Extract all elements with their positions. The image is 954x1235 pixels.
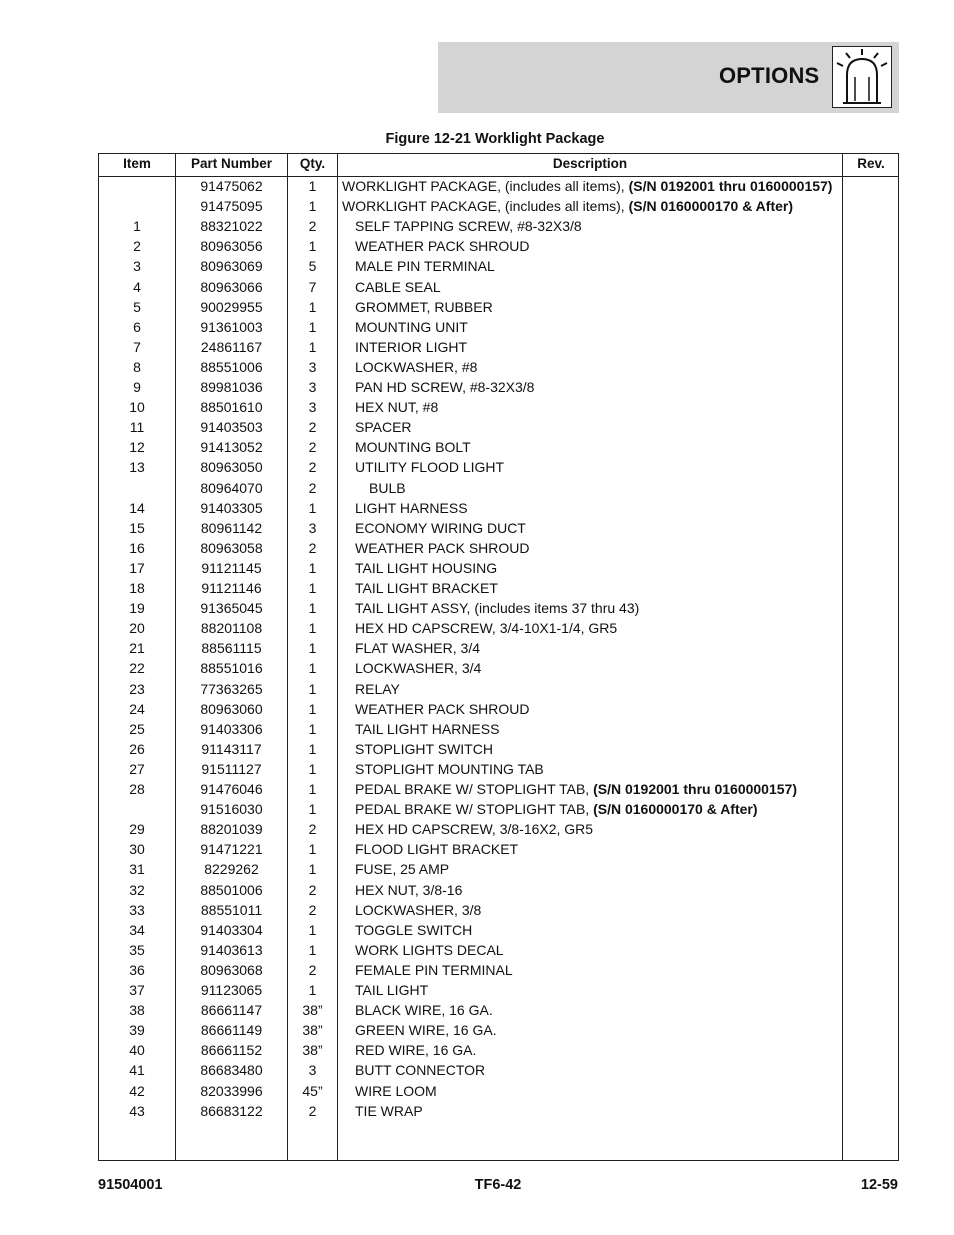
- table-row: [99, 216, 898, 236]
- footer-document-number: 91504001: [98, 1177, 163, 1193]
- description-text: STOPLIGHT SWITCH: [355, 740, 493, 757]
- quantity: 2: [308, 1102, 317, 1119]
- quantity: 45”: [302, 1082, 323, 1099]
- item-number: 30: [129, 841, 145, 858]
- description: [355, 1020, 497, 1040]
- description-text: BULB: [369, 479, 406, 496]
- description: [355, 1101, 423, 1121]
- part-number: 91403306: [200, 720, 263, 737]
- description: [355, 1000, 493, 1020]
- quantity: 7: [308, 278, 317, 295]
- description: [355, 618, 617, 638]
- item-number: 11: [129, 419, 145, 436]
- part-number: 88561115: [201, 640, 262, 657]
- part-number: 91361003: [200, 318, 263, 335]
- quantity: 3: [308, 399, 317, 416]
- part-number: 89981036: [200, 379, 263, 395]
- description: [355, 980, 428, 1000]
- serial-range: (S/N 0192001 thru 0160000157): [628, 178, 833, 194]
- table-row: [99, 337, 898, 357]
- item-number: 12: [129, 439, 145, 456]
- description: [355, 277, 441, 297]
- part-number: 80964070: [200, 479, 263, 496]
- table-row: [99, 297, 898, 317]
- description-text: FUSE, 25 AMP: [355, 861, 450, 878]
- part-number: 80963060: [200, 700, 263, 717]
- part-number: 8229262: [204, 861, 259, 878]
- part-number: 91403304: [200, 921, 263, 938]
- item-number: 13: [129, 459, 145, 476]
- description-text: INTERIOR LIGHT: [355, 338, 468, 355]
- description-text: TAIL LIGHT ASSY, (includes items 37 thru 43): [355, 600, 640, 617]
- table-row: [99, 277, 898, 297]
- quantity: 1: [308, 640, 317, 657]
- quantity: 5: [308, 258, 317, 275]
- item-number: 16: [129, 539, 145, 556]
- description-text: HEX NUT, #8: [355, 399, 439, 416]
- table-row: [99, 1081, 898, 1101]
- item-number: 34: [129, 921, 145, 938]
- description-text: TAIL LIGHT HOUSING: [355, 559, 498, 576]
- table-row: [99, 558, 898, 578]
- description: [355, 297, 493, 317]
- table-row: [99, 417, 898, 437]
- description-text: SPACER: [355, 419, 412, 436]
- description: [355, 679, 400, 699]
- description-text: RELAY: [355, 680, 400, 697]
- quantity: 1: [308, 338, 317, 355]
- part-number: 88551016: [200, 660, 263, 677]
- part-number: 91121146: [201, 580, 262, 596]
- item-number: 29: [129, 821, 145, 838]
- description-text: RED WIRE, 16 GA.: [355, 1042, 477, 1059]
- description-text: WORKLIGHT PACKAGE, (includes all items),: [342, 198, 629, 215]
- description-text: WEATHER PACK SHROUD: [355, 700, 530, 717]
- item-number: 8: [133, 358, 141, 375]
- quantity: 1: [308, 499, 317, 516]
- description: [355, 920, 472, 940]
- quantity: 1: [308, 680, 317, 697]
- quantity: 3: [308, 379, 317, 395]
- description: [355, 598, 639, 618]
- description: [355, 216, 582, 236]
- item-number: 21: [129, 640, 145, 657]
- description: [355, 739, 493, 759]
- description-text: FLOOD LIGHT BRACKET: [355, 841, 519, 858]
- table-row: [99, 538, 898, 558]
- description: [355, 799, 758, 819]
- quantity: 1: [308, 982, 317, 998]
- part-number: 80963058: [200, 539, 263, 556]
- item-number: 15: [129, 519, 145, 536]
- table-row: [99, 598, 898, 618]
- table-row: [99, 699, 898, 719]
- description-text: LIGHT HARNESS: [355, 499, 468, 516]
- description: [355, 658, 481, 678]
- item-number: 40: [129, 1042, 145, 1059]
- part-number: 88551006: [200, 358, 263, 375]
- quantity: 2: [308, 459, 317, 476]
- table-row: [99, 1000, 898, 1020]
- part-number: 86661152: [200, 1042, 263, 1059]
- description: [355, 397, 438, 417]
- table-row: [99, 859, 898, 879]
- table-row: [99, 578, 898, 598]
- description-text: FLAT WASHER, 3/4: [355, 640, 480, 657]
- table-row: [99, 1060, 898, 1080]
- table-row: [99, 457, 898, 477]
- part-number: 91475095: [200, 198, 263, 215]
- quantity: 1: [308, 720, 317, 737]
- description: [355, 839, 518, 859]
- part-number: 91123065: [200, 982, 263, 998]
- section-title: OPTIONS: [719, 63, 820, 88]
- quantity: 1: [308, 178, 317, 194]
- table-row: [99, 236, 898, 256]
- quantity: 2: [308, 479, 317, 496]
- description-text: WEATHER PACK SHROUD: [355, 238, 530, 255]
- description-text: GREEN WIRE, 16 GA.: [355, 1022, 497, 1039]
- quantity: 1: [308, 841, 317, 858]
- item-number: 3: [133, 258, 141, 275]
- part-number: 80963069: [200, 258, 263, 275]
- part-number: 80963056: [200, 238, 263, 255]
- description: [355, 417, 412, 437]
- item-number: 43: [129, 1102, 145, 1119]
- description: [355, 900, 481, 920]
- description-text: STOPLIGHT MOUNTING TAB: [355, 760, 544, 777]
- table-row: [99, 357, 898, 377]
- description: [355, 1040, 476, 1060]
- quantity: 1: [308, 318, 317, 335]
- description: [355, 819, 593, 839]
- part-number: 91403503: [200, 419, 263, 436]
- table-row: [99, 799, 898, 819]
- part-number: 91475062: [200, 178, 263, 194]
- table-row: [99, 819, 898, 839]
- item-number: 27: [129, 760, 145, 777]
- item-number: 35: [129, 941, 145, 958]
- table-row: [99, 437, 898, 457]
- table-row: [99, 518, 898, 538]
- quantity: 1: [308, 921, 317, 938]
- item-number: 38: [129, 1002, 145, 1019]
- quantity: 2: [308, 961, 317, 978]
- quantity: 2: [308, 539, 317, 556]
- description: [369, 478, 406, 498]
- quantity: 1: [308, 298, 317, 315]
- description: [355, 1060, 485, 1080]
- serial-range: (S/N 0192001 thru 0160000157): [593, 781, 797, 797]
- description-text: HEX HD CAPSCREW, 3/4-10X1-1/4, GR5: [355, 620, 618, 637]
- part-number: 80963068: [200, 961, 263, 978]
- description: [355, 357, 477, 377]
- description: [355, 558, 497, 578]
- table-row: [99, 739, 898, 759]
- item-number: 19: [129, 600, 145, 617]
- description: [342, 196, 793, 216]
- part-number: 91365045: [200, 600, 263, 617]
- item-number: 18: [129, 580, 145, 596]
- item-number: 33: [129, 901, 145, 918]
- part-number: 80963066: [200, 278, 263, 295]
- quantity: 38”: [302, 1002, 323, 1019]
- description: [355, 377, 534, 397]
- column-header-part-number: Part Number: [190, 156, 273, 171]
- table-row: [99, 196, 898, 216]
- part-number: 91121145: [201, 559, 262, 576]
- part-number: 91516030: [200, 801, 263, 818]
- column-header-rev: Rev.: [857, 156, 885, 171]
- item-number: 31: [129, 861, 145, 878]
- quantity: 2: [308, 419, 317, 436]
- table-row: [99, 176, 898, 196]
- table-row: [99, 618, 898, 638]
- part-number: 91413052: [200, 439, 263, 456]
- description-text: ECONOMY WIRING DUCT: [355, 519, 526, 536]
- description-text: WORK LIGHTS DECAL: [355, 941, 504, 958]
- column-header-item: Item: [123, 156, 151, 171]
- description: [355, 880, 462, 900]
- description-text: TAIL LIGHT: [355, 982, 429, 998]
- table-row: [99, 1020, 898, 1040]
- item-number: 42: [129, 1082, 145, 1099]
- part-number: 86683480: [200, 1062, 263, 1079]
- parts-table: [98, 153, 899, 1161]
- description-text: HEX NUT, 3/8-16: [355, 881, 463, 898]
- quantity: 1: [308, 600, 317, 617]
- serial-range: (S/N 0160000170 & After): [593, 801, 758, 818]
- item-number: 2: [133, 238, 141, 255]
- table-row: [99, 638, 898, 658]
- quantity: 2: [308, 821, 317, 838]
- part-number: 90029955: [200, 298, 263, 315]
- quantity: 1: [308, 801, 317, 818]
- part-number: 91403305: [200, 499, 263, 516]
- item-number: 20: [129, 620, 145, 637]
- description: [355, 759, 544, 779]
- part-number: 88201039: [200, 821, 263, 838]
- description: [342, 176, 832, 196]
- item-number: 36: [129, 961, 145, 978]
- item-number: 25: [129, 720, 145, 737]
- description: [355, 538, 530, 558]
- footer-page-number: 12-59: [860, 1177, 898, 1193]
- item-number: 4: [133, 278, 141, 295]
- serial-range: (S/N 0160000170 & After): [628, 198, 794, 215]
- item-number: 5: [133, 298, 141, 315]
- item-number: 9: [133, 379, 141, 395]
- description-text: WEATHER PACK SHROUD: [355, 539, 530, 556]
- description-text: WORKLIGHT PACKAGE, (includes all items),: [342, 178, 629, 194]
- description-text: FEMALE PIN TERMINAL: [355, 961, 513, 978]
- quantity: 38”: [302, 1022, 323, 1039]
- part-number: 91471221: [200, 841, 263, 858]
- description-text: PEDAL BRAKE W/ STOPLIGHT TAB,: [355, 781, 594, 797]
- table-row: [99, 920, 898, 940]
- quantity: 1: [308, 238, 317, 255]
- table-row: [99, 940, 898, 960]
- description: [355, 317, 468, 337]
- table-row: [99, 960, 898, 980]
- item-number: 28: [129, 781, 145, 797]
- item-number: 10: [129, 399, 145, 416]
- description-text: LOCKWASHER, #8: [355, 358, 478, 375]
- part-number: 88501610: [200, 399, 263, 416]
- item-number: 39: [129, 1022, 145, 1039]
- description-text: LOCKWASHER, 3/4: [355, 660, 482, 677]
- quantity: 1: [308, 700, 317, 717]
- description: [355, 940, 504, 960]
- description-text: PAN HD SCREW, #8-32X3/8: [355, 379, 535, 395]
- part-number: 91143117: [201, 740, 262, 757]
- quantity: 2: [308, 439, 317, 456]
- description-text: PEDAL BRAKE W/ STOPLIGHT TAB,: [355, 801, 594, 818]
- quantity: 1: [308, 760, 317, 777]
- description: [355, 337, 467, 357]
- quantity: 3: [308, 1062, 317, 1079]
- quantity: 1: [308, 580, 317, 596]
- quantity: 3: [308, 358, 317, 375]
- quantity: 38”: [302, 1042, 323, 1059]
- column-header-description: Description: [552, 156, 628, 171]
- part-number: 88321022: [200, 218, 263, 235]
- item-number: 22: [129, 660, 145, 677]
- item-number: 23: [129, 680, 145, 697]
- part-number: 91403613: [200, 941, 263, 958]
- quantity: 2: [308, 901, 317, 918]
- part-number: 86661147: [200, 1002, 263, 1019]
- part-number: 24861167: [200, 338, 263, 355]
- part-number: 80961142: [200, 519, 263, 536]
- section-header-band: [438, 42, 899, 113]
- quantity: 1: [308, 620, 317, 637]
- description-text: TAIL LIGHT HARNESS: [355, 720, 500, 737]
- item-number: 32: [129, 881, 145, 898]
- description-text: MALE PIN TERMINAL: [355, 258, 495, 275]
- quantity: 3: [308, 519, 317, 536]
- table-row: [99, 478, 898, 498]
- part-number: 88201108: [200, 620, 263, 637]
- column-header-qty: Qty.: [299, 156, 326, 171]
- description: [355, 960, 513, 980]
- description: [355, 1081, 437, 1101]
- quantity: 1: [308, 861, 317, 878]
- part-number: 86661149: [200, 1022, 263, 1039]
- description: [355, 638, 480, 658]
- description-text: TIE WRAP: [355, 1102, 423, 1119]
- table-row: [99, 880, 898, 900]
- table-row: [99, 719, 898, 739]
- description: [355, 578, 498, 598]
- description-text: BLACK WIRE, 16 GA.: [355, 1002, 493, 1019]
- description: [355, 859, 449, 879]
- description: [355, 498, 468, 518]
- item-number: 1: [133, 218, 141, 235]
- item-number: 7: [133, 338, 141, 355]
- quantity: 1: [308, 660, 317, 677]
- table-row: [99, 1040, 898, 1060]
- part-number: 88551011: [200, 901, 263, 918]
- table-row: [99, 658, 898, 678]
- table-row: [99, 1101, 898, 1121]
- item-number: 17: [129, 559, 145, 576]
- description-text: MOUNTING UNIT: [355, 318, 468, 335]
- part-number: 86683122: [200, 1102, 263, 1119]
- item-number: 26: [129, 740, 145, 757]
- worklight-icon: [832, 46, 892, 108]
- description-text: WIRE LOOM: [355, 1082, 437, 1099]
- description: [355, 256, 495, 276]
- quantity: 1: [308, 198, 317, 215]
- description-text: UTILITY FLOOD LIGHT: [355, 459, 505, 476]
- table-row: [99, 397, 898, 417]
- description-text: MOUNTING BOLT: [355, 439, 471, 456]
- table-row: [99, 317, 898, 337]
- description-text: TOGGLE SWITCH: [355, 921, 473, 938]
- footer-model: TF6-42: [474, 1177, 522, 1193]
- description-text: BUTT CONNECTOR: [355, 1062, 486, 1079]
- description: [355, 236, 530, 256]
- item-number: 37: [129, 982, 145, 998]
- table-row: [99, 256, 898, 276]
- table-row: [99, 377, 898, 397]
- description-text: TAIL LIGHT BRACKET: [355, 580, 498, 596]
- description-text: HEX HD CAPSCREW, 3/8-16X2, GR5: [355, 821, 594, 838]
- table-row: [99, 759, 898, 779]
- table-row: [99, 498, 898, 518]
- description: [355, 719, 499, 739]
- description-text: LOCKWASHER, 3/8: [355, 901, 482, 918]
- part-number: 88501006: [200, 881, 263, 898]
- quantity: 1: [308, 941, 317, 958]
- description-text: CABLE SEAL: [355, 278, 441, 295]
- table-row: [99, 980, 898, 1000]
- part-number: 91476046: [200, 781, 263, 797]
- quantity: 1: [308, 559, 317, 576]
- item-number: 41: [129, 1062, 145, 1079]
- part-number: 82033996: [200, 1082, 263, 1099]
- part-number: 80963050: [200, 459, 263, 476]
- item-number: 14: [129, 499, 145, 516]
- quantity: 1: [308, 781, 317, 797]
- table-row: [99, 900, 898, 920]
- description: [355, 779, 797, 799]
- table-row: [99, 779, 898, 799]
- description: [355, 457, 504, 477]
- item-number: 24: [129, 700, 145, 717]
- description-text: GROMMET, RUBBER: [355, 298, 493, 315]
- part-number: 91511127: [201, 760, 262, 777]
- quantity: 2: [308, 218, 317, 235]
- part-number: 77363265: [200, 680, 263, 697]
- item-number: 6: [133, 318, 141, 335]
- description-text: SELF TAPPING SCREW, #8-32X3/8: [355, 218, 582, 235]
- figure-title: Figure 12-21 Worklight Package: [385, 131, 605, 147]
- table-header-row: [99, 154, 898, 177]
- table-row: [99, 679, 898, 699]
- quantity: 2: [308, 881, 317, 898]
- description: [355, 699, 530, 719]
- quantity: 1: [308, 740, 317, 757]
- description: [355, 437, 471, 457]
- description: [355, 518, 526, 538]
- table-row: [99, 839, 898, 859]
